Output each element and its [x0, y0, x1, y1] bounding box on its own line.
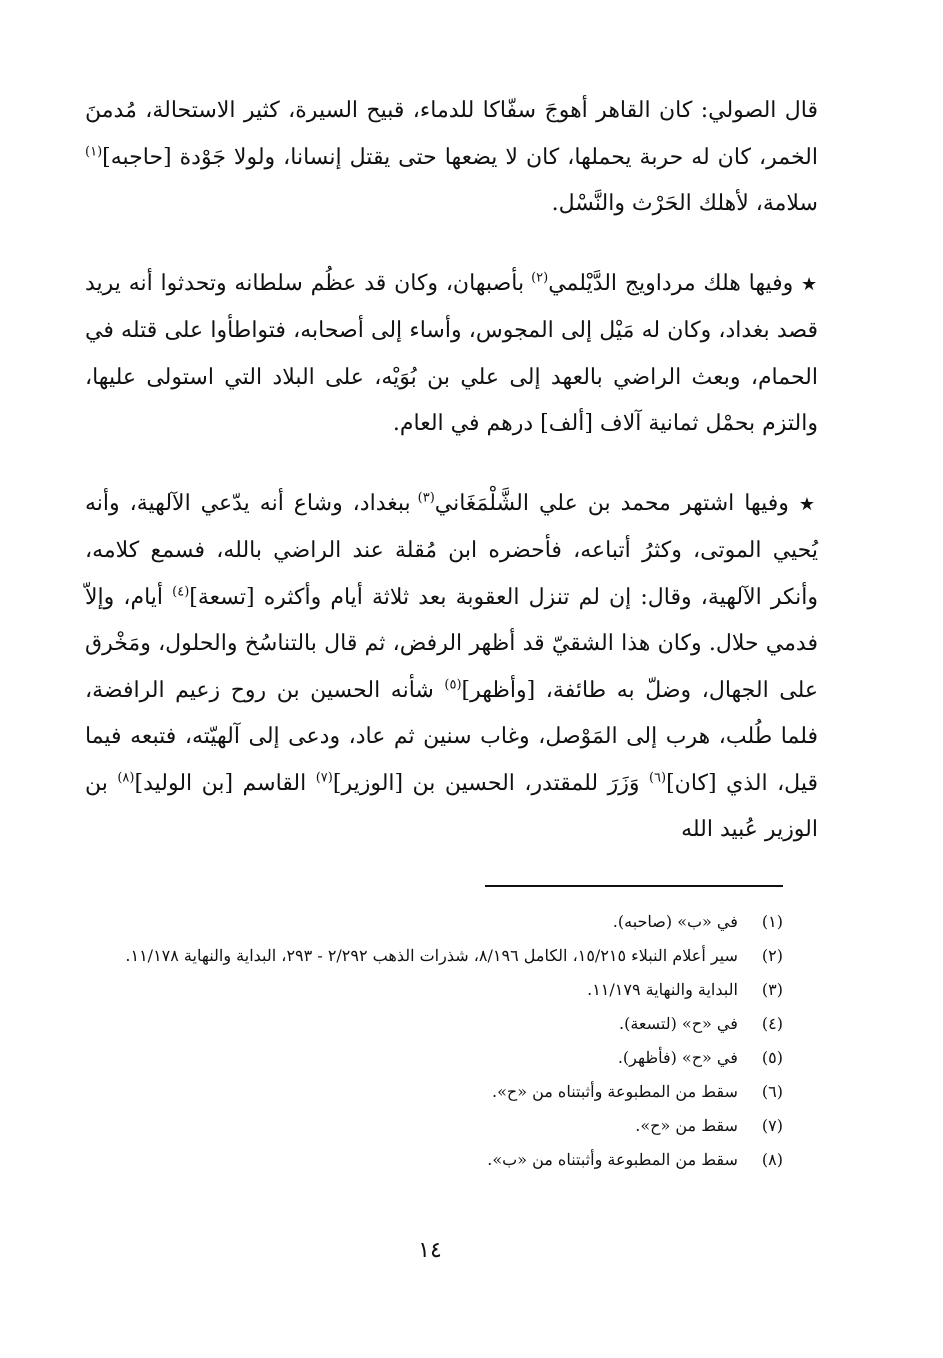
footnote — [85, 1143, 783, 1177]
footnote — [85, 973, 783, 1007]
text-segment: قال الصولي: كان القاهر أهوجَ سفّاكا للدماء، قبيح السيرة، كثير الاستحالة، مُدمنَ الخمر، كان له حربة يحملها، كان لا يضعها حتى يقتل إنسانا، ولولا جَوْدة [حاجبه] — [85, 98, 818, 170]
footnotes-list — [85, 905, 783, 1177]
footnote-text: البداية والنهاية ١١/١٧٩. — [587, 980, 738, 999]
footnote-number: (٢) — [761, 946, 783, 965]
footnote-number: (١) — [761, 912, 783, 931]
page-number: ١٤ — [418, 1238, 442, 1263]
footnote-ref: (٦) — [648, 770, 667, 786]
text-segment: وفيها هلك مرداويج الدَّيْلمي — [548, 270, 802, 296]
footnote — [85, 1007, 783, 1041]
footnote-text: سير أعلام النبلاء ١٥/٢١٥، الكامل ٨/١٩٦، شذرات الذهب ٢/٢٩٢ - ٢٩٣، البداية والنهاية ١١/١٧٨. — [125, 946, 738, 965]
paragraph — [85, 88, 818, 228]
footnote-number: (٦) — [761, 1082, 783, 1101]
footnote — [85, 1075, 783, 1109]
footnote-text: سقط من «ح». — [635, 1116, 738, 1135]
text-segment: شأنه الحسين بن روح زعيم الرافضة، فلما طُلب، هرب إلى المَوْصل، وغاب سنين ثم عاد، ودعى إلى آلهيّته، فتبعه فيما قيل، الذي [كان] — [85, 677, 819, 796]
paragraph — [85, 481, 818, 854]
text-segment: ببغداد، وشاع أنه يدّعي الآلهية، وأنه يُحيي الموتى، وكثرُ أتباعه، فأحضره ابن مُقلة عند الراضي بالله، فسمع كلامه، وأنكر الآلهية، وقال: إن لم تنزل العقوبة بعد ثلاثة أيام وأكثره [تسعة] — [85, 490, 818, 610]
text-segment: وفيها اشتهر محمد بن علي الشَّلْمَغَاني — [434, 490, 799, 516]
footnote-number: (٣) — [761, 980, 783, 999]
footnote-divider — [485, 885, 783, 887]
footnote-text: سقط من المطبوعة وأثبتناه من «ب». — [487, 1150, 738, 1169]
footnote-ref: (٢) — [531, 270, 549, 286]
text-segment: القاسم [بن الوليد] — [134, 770, 316, 796]
footnote-text: في «ح» (فأظهر). — [617, 1048, 738, 1067]
footnote-ref: (٨) — [117, 770, 135, 786]
footnote — [85, 1041, 783, 1075]
footnote-ref: (٣) — [417, 490, 435, 506]
footnote-text: في «ح» (لتسعة). — [619, 1014, 738, 1033]
footnote — [85, 905, 783, 939]
footnote — [85, 939, 783, 973]
footnote-ref: (٧) — [315, 770, 333, 786]
text-segment: وَزَرَ للمقتدر، الحسين بن [الوزير] — [332, 770, 649, 796]
footnote-ref: (٤) — [172, 584, 190, 600]
footnote-ref: (٥) — [444, 677, 462, 693]
footnote-text: سقط من المطبوعة وأثبتناه من «ح». — [492, 1082, 738, 1101]
footnote-ref: (١) — [85, 144, 103, 160]
text-segment: سلامة، لأهلك الحَرْث والنَّسْل. — [551, 191, 818, 216]
text-segment: بأصبهان، وكان قد عظُم سلطانه وتحدثوا أنه يريد قصد بغداد، وكان له مَيْل إلى المجوس، وأساء إلى أصحابه، فتواطأوا على قتله في الحمام، وبعث الراضي بالعهد إلى علي بن بُوَيْه، على البلاد التي استولى عليها، والتزم بحمْل ثمانية آلاف [ألف] درهم في العام. — [85, 270, 818, 436]
star-icon: ★ — [801, 273, 818, 295]
paragraph — [85, 261, 818, 448]
text-segment: بن الوزير عُبيد الله — [85, 770, 818, 842]
footnote — [85, 1109, 783, 1143]
footnote-number: (٧) — [761, 1116, 783, 1135]
footnote-number: (٥) — [761, 1048, 783, 1067]
footnote-text: في «ب» (صاحبه). — [612, 912, 738, 931]
main-text — [85, 88, 818, 854]
star-icon: ★ — [798, 493, 819, 515]
footnote-number: (٨) — [761, 1150, 783, 1169]
text-segment: أيام، وإلاّ فدمي حلال. وكان هذا الشقيّ قد أظهر الرفض، ثم قال بالتناسُخ والحلول، ومَخْرق على الجهال، وضلّ به طائفة، [وأظهر] — [85, 584, 819, 703]
footnote-number: (٤) — [761, 1014, 783, 1033]
